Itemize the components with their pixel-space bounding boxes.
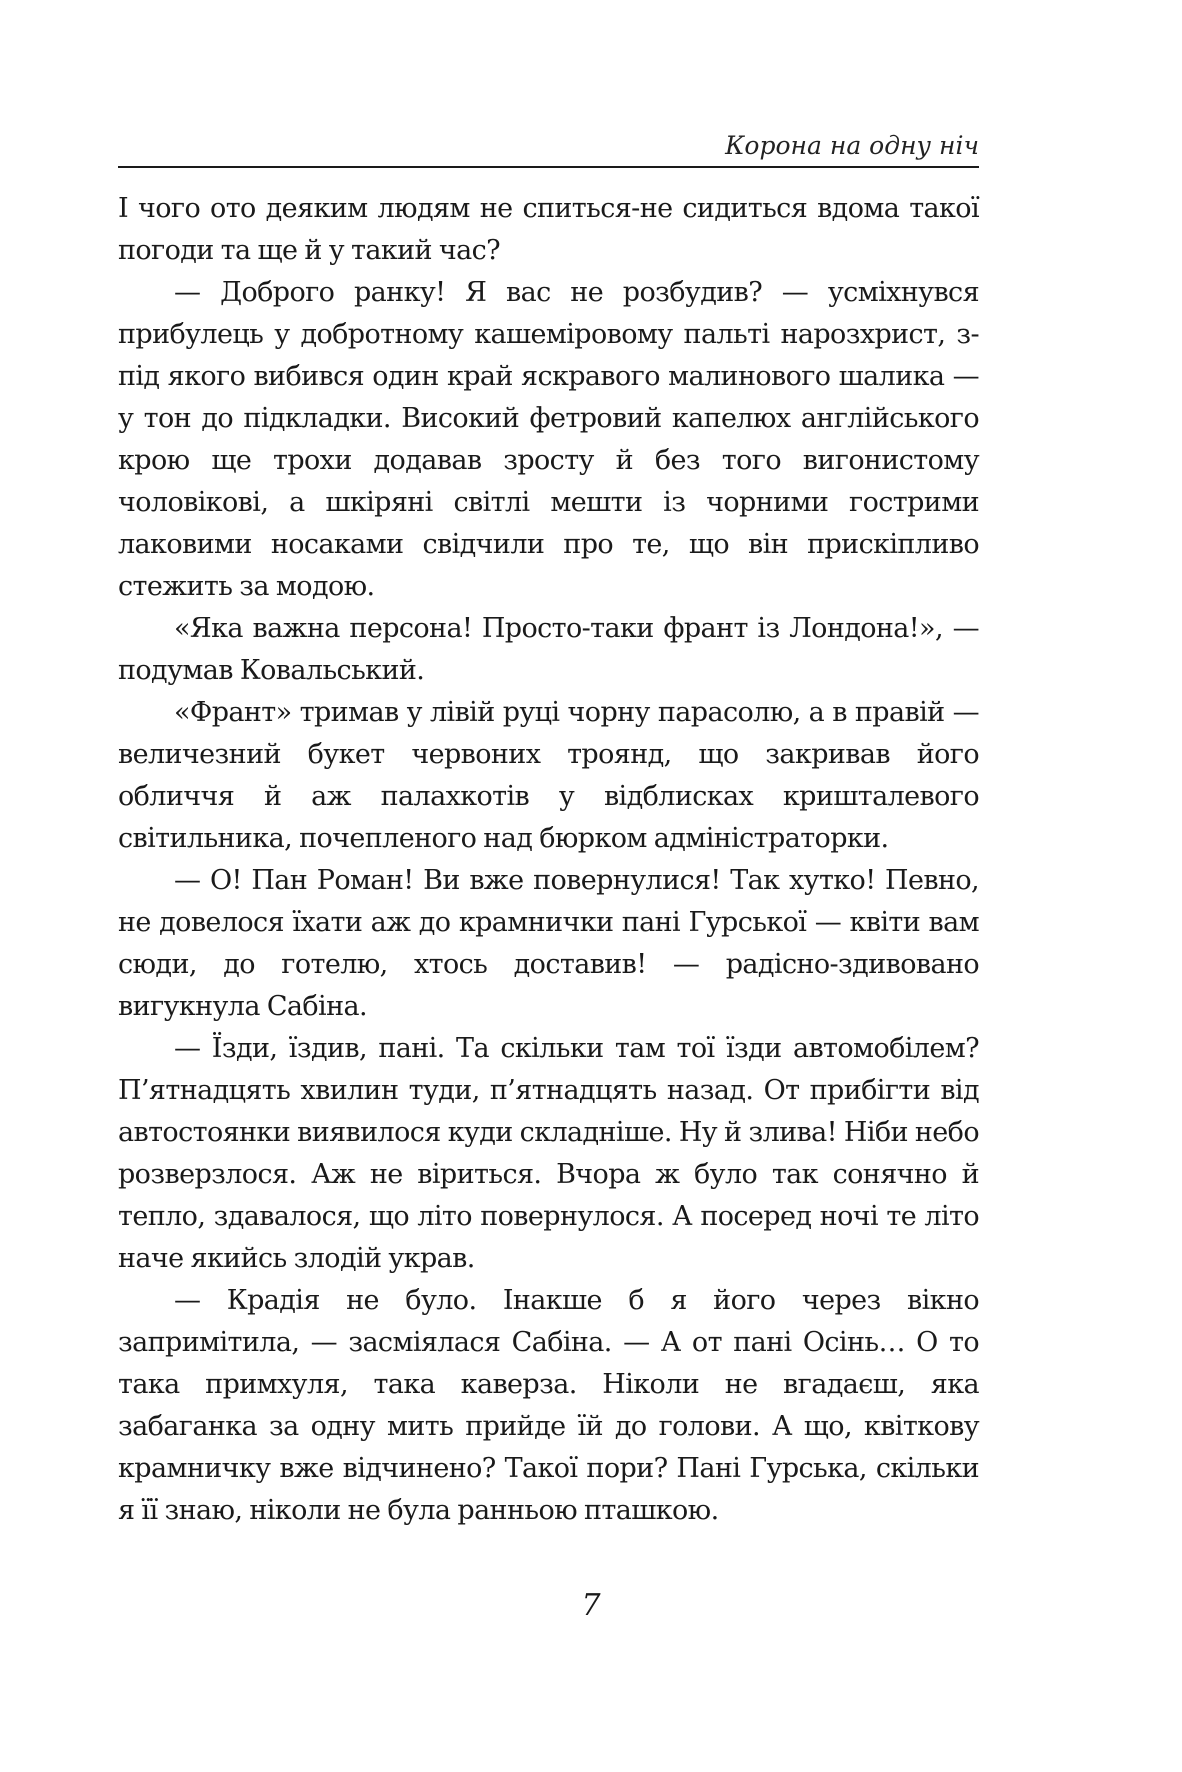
running-header-title: Корона на одну ніч xyxy=(725,131,979,160)
paragraph-6: — Їзди, їздив, пані. Та скільки там тої їзди автомобілем? П’ятнадцять хвилин туди, п’ятнадцять назад. От прибігти від автостоянки виявилося куди складніше. Ну й злива! Ніби небо розверзлося. Аж не віриться. Вчора ж було так сонячно й тепло, здавалося, що літо повернулося. А посеред ночі те літо наче якийсь злодій украв. xyxy=(118,1033,979,1274)
paragraph-7: — Крадія не було. Інакше б я його через вікно запримітила, — засміялася Сабіна. — А от пані Осінь… О то така примхуля, така каверза. Ніколи не вгадаєш, яка забаганка за одну мить прийде їй до голови. А що, квіткову крамничку вже відчинено? Такої пори? Пані Гурська, скільки я її знаю, ніколи не була ранньою пташкою. xyxy=(118,1285,979,1526)
paragraph-3: «Яка важна персона! Просто-таки франт із Лондона!», — подумав Ковальський. xyxy=(118,613,979,686)
paragraph-5: — О! Пан Роман! Ви вже повернулися! Так хутко! Певно, не довелося їхати аж до крамнички пані Гурської — квіти вам сюди, до готелю, хтось доставив! — радісно-здивовано вигукнула Сабіна. xyxy=(118,865,979,1022)
paragraph-2: — Доброго ранку! Я вас не розбудив? — усміхнувся прибулець у добротному кашеміровому пальті нарозхрист, з-під якого вибився один край яскравого малинового шалика — у тон до підкладки. Високий фетровий капелюх англійського крою ще трохи додавав зросту й без того вигонистому чоловікові, а шкіряні світлі мешти із чорними гострими лаковими носаками свідчили про те, що він прискіпливо стежить за модою. xyxy=(118,277,979,602)
body-text xyxy=(118,188,979,1532)
paragraph-4: «Франт» тримав у лівій руці чорну парасолю, а в правій — величезний букет червоних троянд, що закривав його обличчя й аж палахкотів у відблисках кришталевого світильника, почепленого над бюрком адміністраторки. xyxy=(118,697,979,854)
page-number: 7 xyxy=(581,1588,601,1623)
header-rule xyxy=(118,166,979,168)
paragraph-1: І чого ото деяким людям не спиться-не сидиться вдома такої погоди та ще й у такий час? xyxy=(118,193,979,266)
